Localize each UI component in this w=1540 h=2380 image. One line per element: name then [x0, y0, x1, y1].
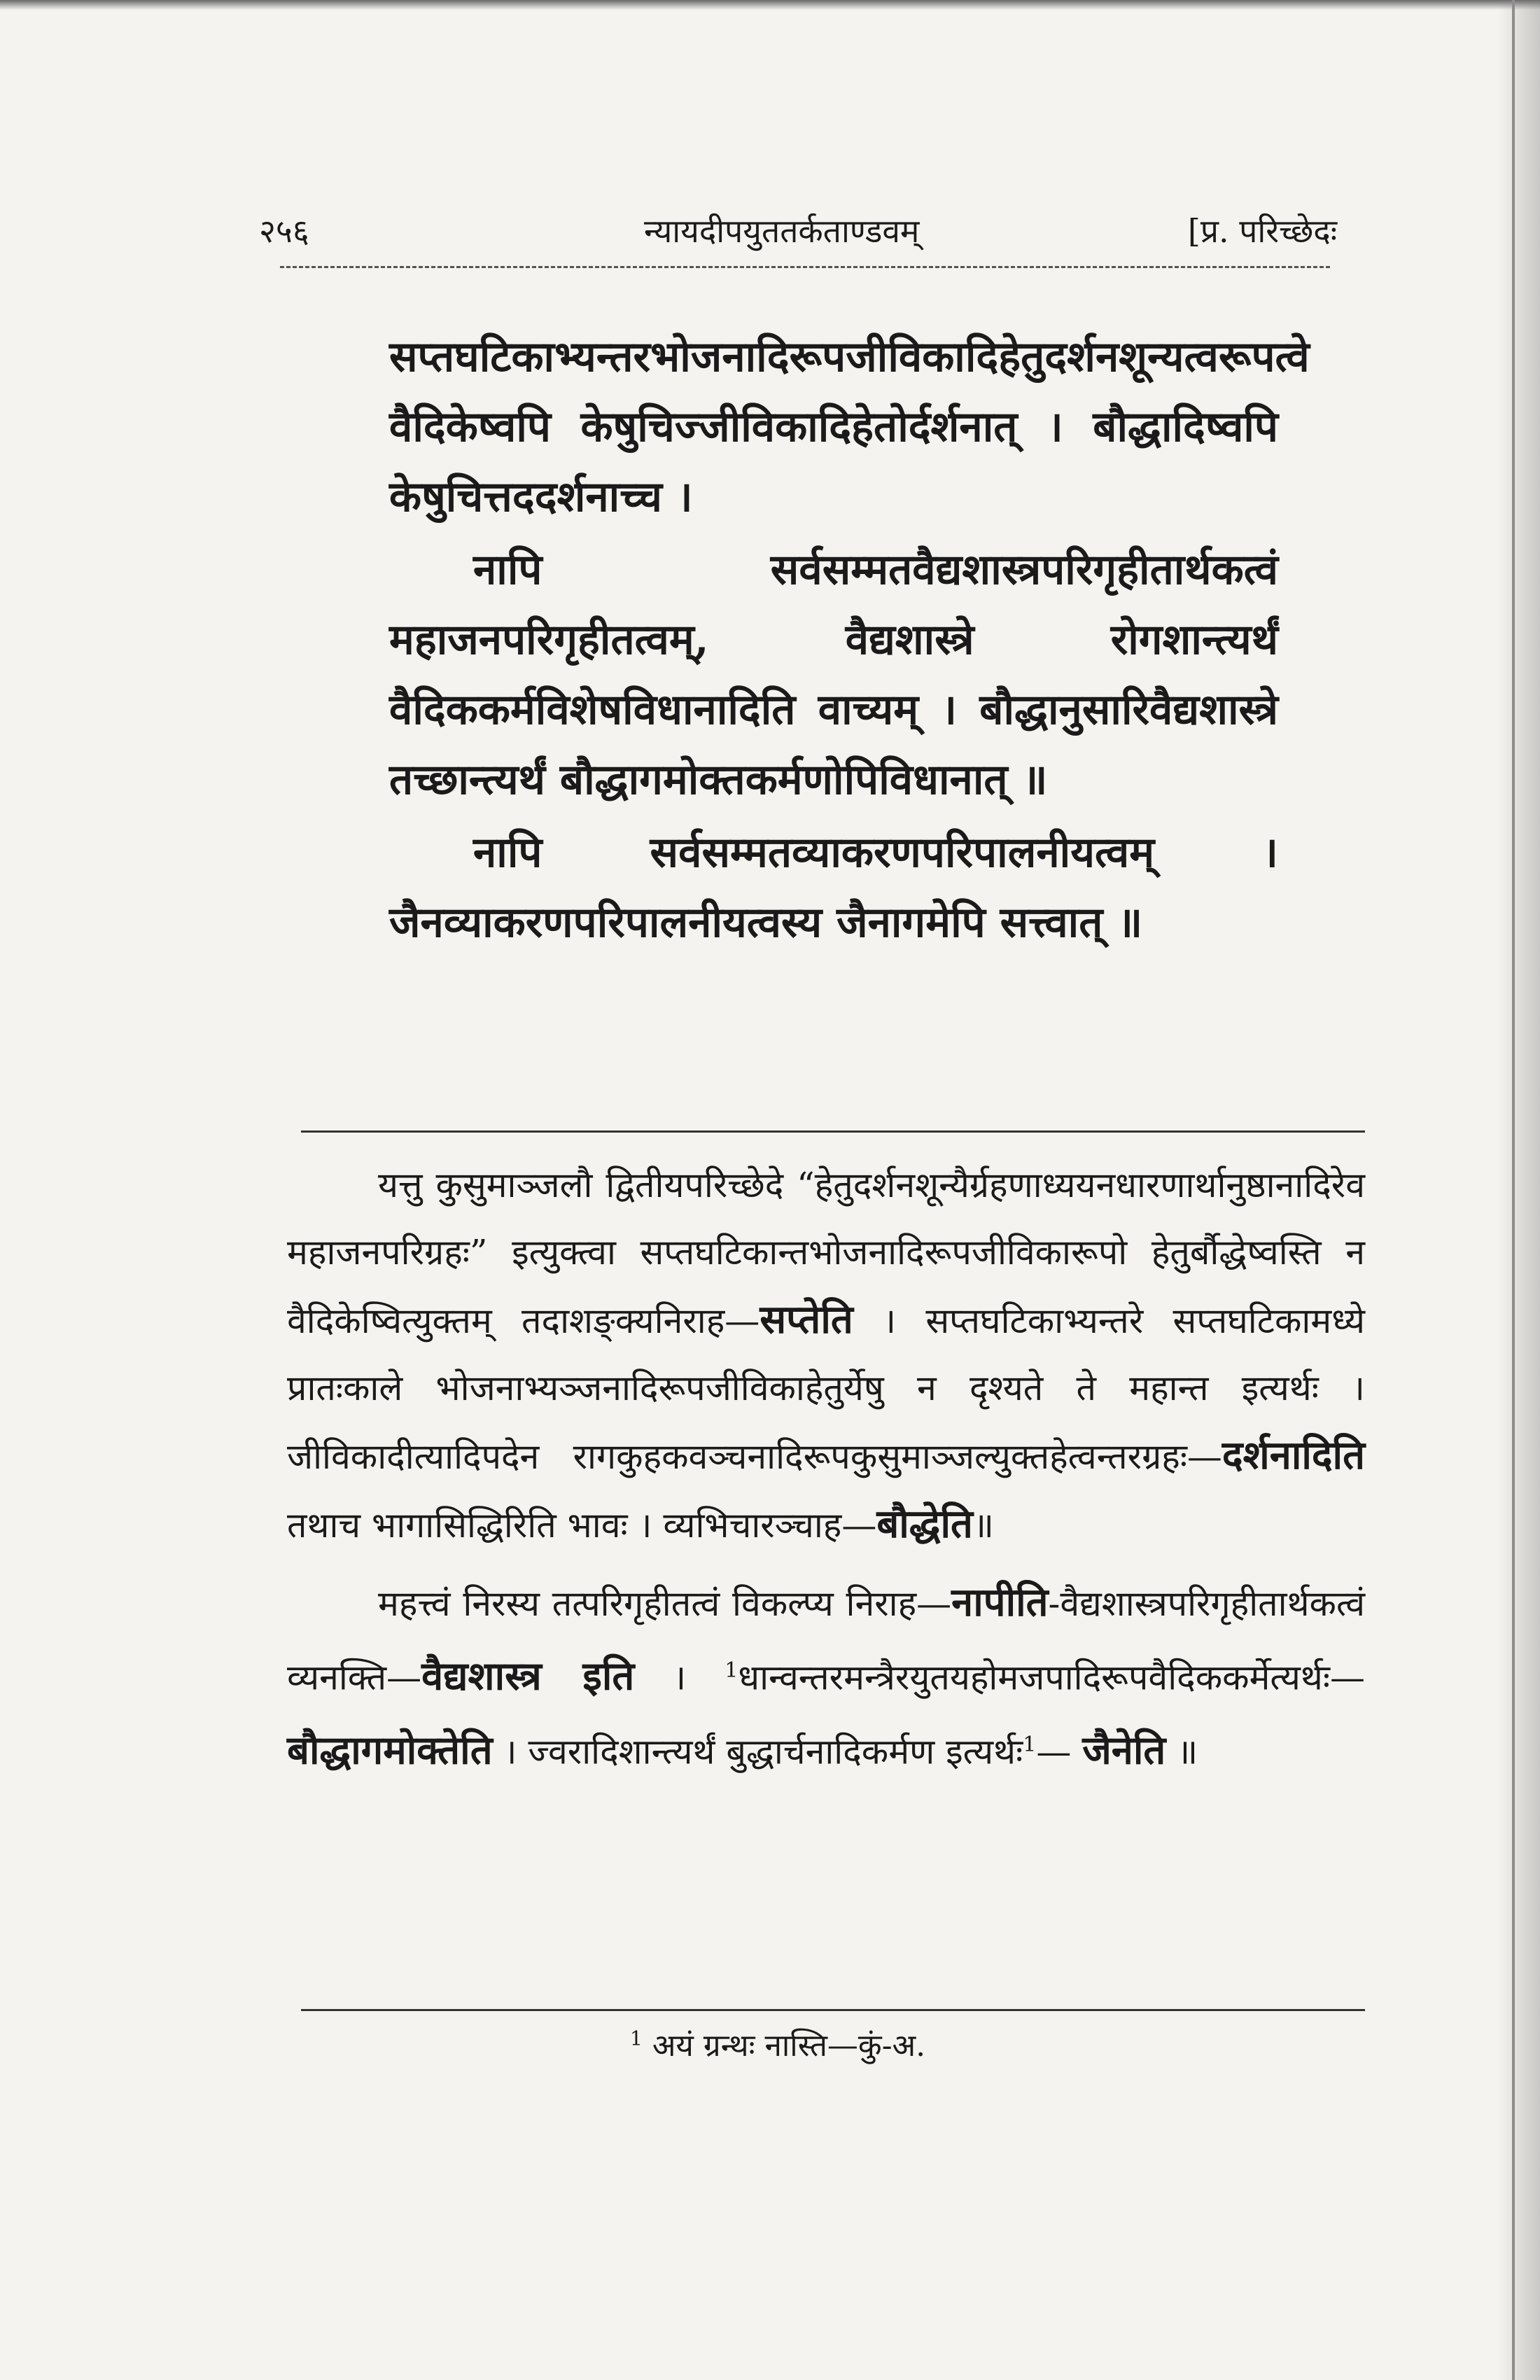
commentary-text: । सप्तघटिकाभ्यन्तरे सप्तघटिकामध्ये प्रातःकाले भोजनाभ्यञ्जनादिरूपजीविकाहेतुर्येषु न दृश्यते ते महान्त इत्यर्थः । जीविकादीत्यादिपदेन रागकुहकवञ्चनादिरूपकुसुमाञ्जल्युक्तहेत्वन्तरग्रहः—	[287, 1301, 1365, 1477]
scan-top-edge	[0, 0, 1540, 10]
commentary-text: तथाच भागासिद्धिरिति भावः । व्यभिचारञ्चाह—	[287, 1505, 877, 1546]
commentary-text: महत्त्वं निरस्य तत्परिगृहीतत्वं विकल्प्य निराह—	[378, 1583, 952, 1624]
main-paragraph-2: नापि सर्वसम्मतवैद्यशास्त्रपरिगृहीतार्थकत्वं महाजनपरिगृहीतत्वम्, वैद्यशास्त्रे रोगशान्त्यर्थं वैदिककर्मविशेषविधानादिति वाच्यम् । बौद्धानुसारिवैद्यशास्त्रे तच्छान्त्यर्थं बौद्धागमोक्तकर्मणोपिविधानात् ॥	[389, 545, 1278, 804]
pratika-keyword: जैनेति	[1082, 1727, 1166, 1774]
commentary-text: —	[1036, 1731, 1083, 1772]
pratika-keyword: वैद्यशास्त्र इति	[421, 1653, 635, 1700]
commentary-text: । ज्वरादिशान्त्यर्थं बुद्धार्चनादिकर्मण इत्यर्थः	[492, 1731, 1023, 1772]
main-text	[389, 322, 1310, 960]
commentary-text: ।	[634, 1657, 725, 1698]
pratika-keyword: बौद्धागमोक्तेति	[287, 1727, 493, 1774]
commentary-text: धान्वन्तरमन्त्रैरयुतयहोमजपादिरूपवैदिककर्मेत्यर्थः—	[738, 1657, 1365, 1698]
footnote-number: 1	[630, 2026, 643, 2050]
pratika-keyword: सप्तेति	[760, 1296, 853, 1343]
commentary-text: -वैद्यशास्त्रपरिगृहीतार्थकत्वं व्यनक्ति—	[287, 1583, 1365, 1698]
pratika-keyword: बौद्धेति	[876, 1501, 973, 1547]
footnote-marker: 1	[724, 1658, 738, 1683]
scan-right-edge	[1498, 0, 1540, 2380]
running-title: न्यायदीपयुततर्कताण्डवम्	[644, 212, 920, 250]
commentary-text: ॥	[1166, 1731, 1198, 1772]
pratika-keyword: दर्शनादिति	[1222, 1432, 1365, 1478]
page-number: २५६	[259, 212, 309, 250]
commentary-divider	[301, 1130, 1365, 1133]
pratika-keyword: नापीति	[951, 1579, 1049, 1625]
footnote-marker: 1	[1023, 1732, 1037, 1757]
running-header	[259, 203, 1337, 259]
commentary	[287, 1152, 1365, 1795]
footnote	[630, 2023, 1260, 2065]
commentary-paragraph-1	[287, 1152, 1365, 1559]
commentary-text: ॥	[972, 1505, 994, 1546]
commentary-paragraph-2	[287, 1569, 1365, 1785]
footnote-divider	[301, 2009, 1365, 2011]
main-paragraph-3: नापि सर्वसम्मतव्याकरणपरिपालनीयत्वम् । जैनव्याकरणपरिपालनीयत्वस्य जैनागमेपि सत्त्वात् ॥	[389, 828, 1278, 947]
commentary-text: यत्तु कुसुमाञ्जलौ द्वितीयपरिच्छेदे “हेतुदर्शनशून्यैर्ग्रहणाध्ययनधारणार्थानुष्ठानादिरेव महाजनपरिग्रहः” इत्युक्त्वा सप्तघटिकान्तभोजनादिरूपजीविकारूपो हेतुर्बौद्धेष्वस्ति न वैदिकेष्वित्युक्तम् तदाशङ्क्यनिराह—	[287, 1165, 1365, 1341]
header-rule	[280, 266, 1330, 268]
footnote-text: अयं ग्रन्थः नास्ति—कुं-अ.	[642, 2028, 926, 2064]
section-label: [प्र. परिच्छेदः	[1187, 212, 1337, 250]
main-paragraph-1: सप्तघटिकाभ्यन्तरभोजनादिरूपजीविकादिहेतुदर्शनशून्यत्वरूपत्वे वैदिकेष्वपि केषुचिज्जीविकादिहेतोर्दर्शनात् । बौद्धादिष्वपि केषुचित्तददर्शनाच्च ।	[389, 332, 1310, 522]
scan-right-edge-line	[1512, 0, 1515, 2380]
